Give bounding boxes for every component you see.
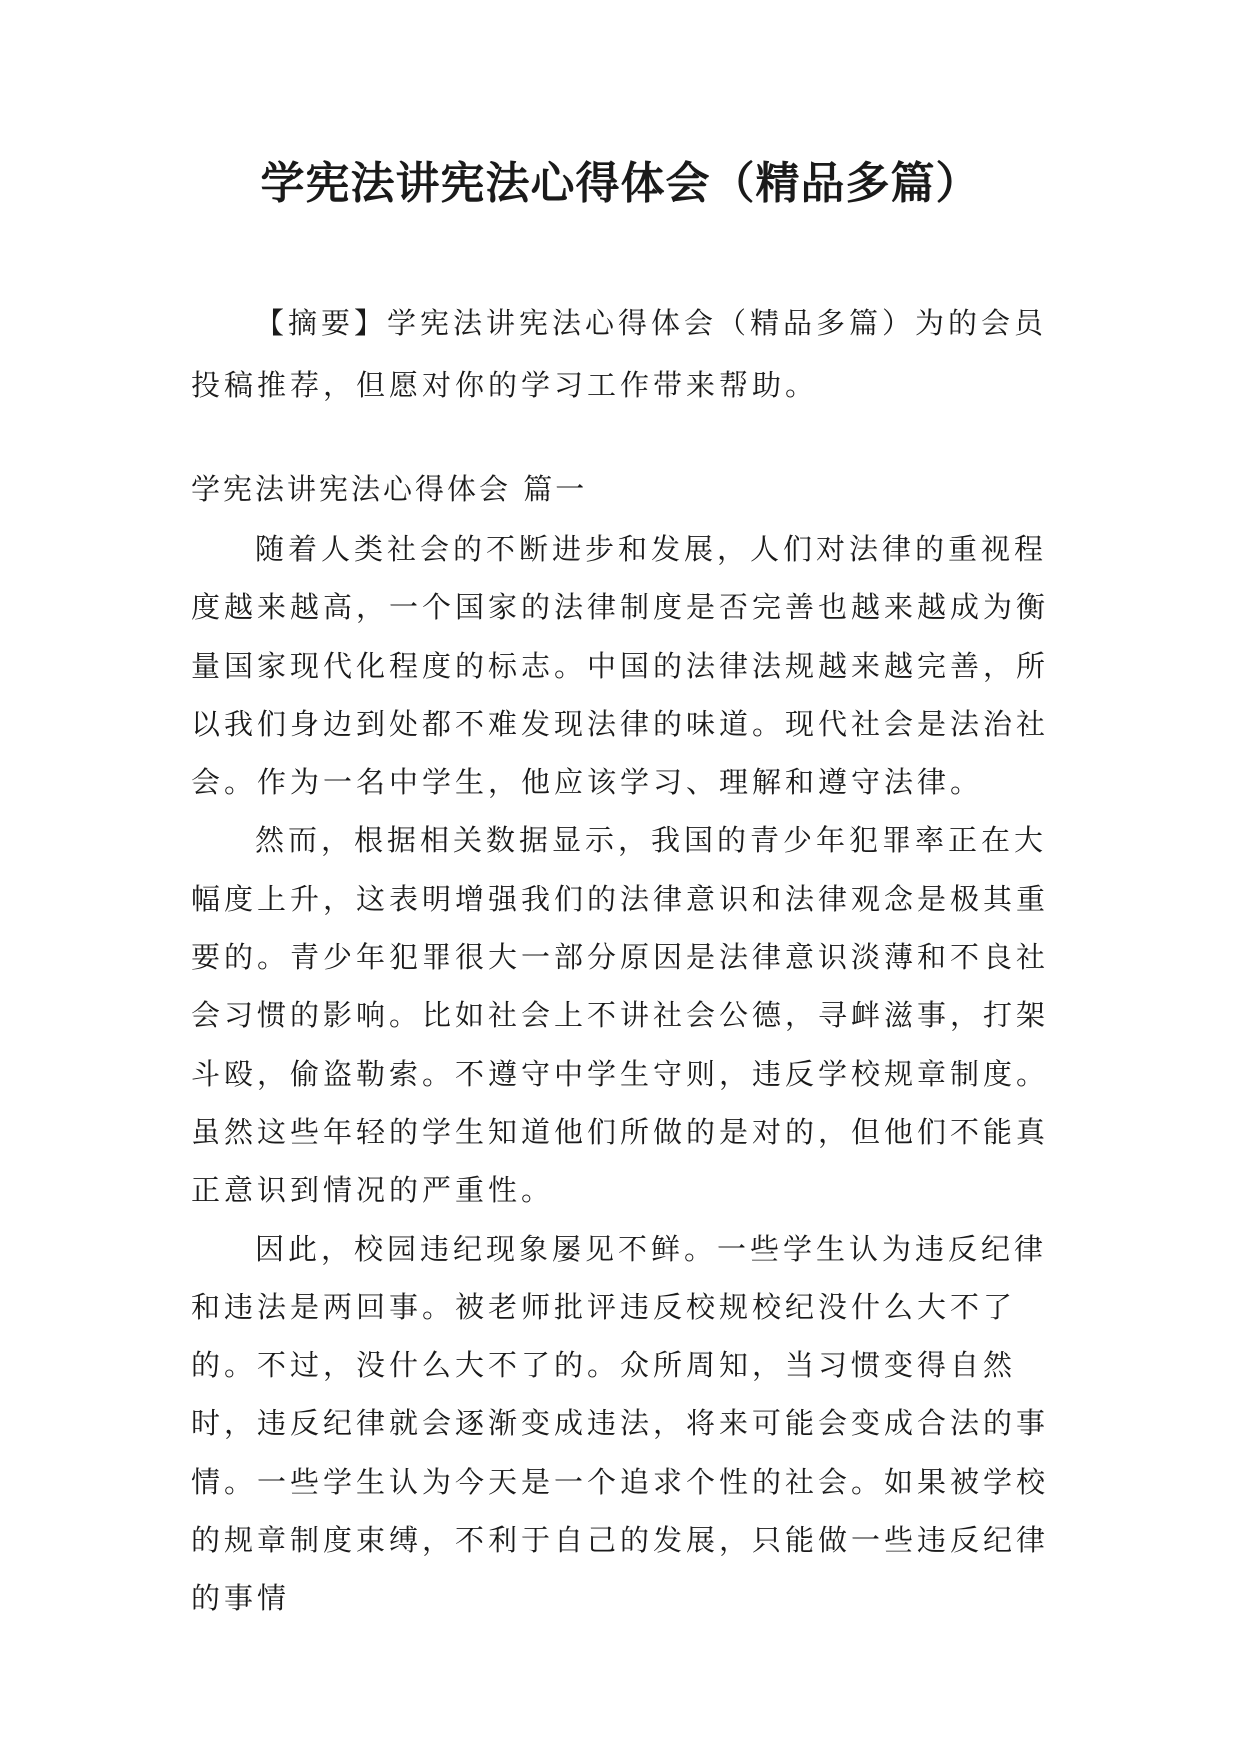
body-paragraph: 因此，校园违纪现象屡见不鲜。一些学生认为违反纪律和违法是两回事。被老师批评违反校规校纪没什么大不了的。不过，没什么大不了的。众所周知，当习惯变得自然时，违反纪律就会逐渐变成违法，将来可能会变成合法的事情。一些学生认为今天是一个追求个性的社会。如果被学校的规章制度束缚，不利于自己的发展，只能做一些违反纪律的事情 [191,1231,1050,1616]
section-heading: 学宪法讲宪法心得体会 篇一 [191,472,588,506]
body-paragraph: 随着人类社会的不断进步和发展，人们对法律的重视程度越来越高，一个国家的法律制度是否完善也越来越成为衡量国家现代化程度的标志。中国的法律法规越来越完善，所以我们身边到处都不难发现法律的味道。现代社会是法治社会。作为一名中学生，他应该学习、理解和遵守法律。 [191,532,1050,800]
body-paragraph: 然而，根据相关数据显示，我国的青少年犯罪率正在大幅度上升，这表明增强我们的法律意识和法律观念是极其重要的。青少年犯罪很大一部分原因是法律意识淡薄和不良社会习惯的影响。比如社会上不讲社会公德，寻衅滋事，打架斗殴，偷盗勒索。不遵守中学生守则，违反学校规章制度。虽然这些年轻的学生知道他们所做的是对的，但他们不能真正意识到情况的严重性。 [191,823,1050,1208]
abstract-block [191,292,1049,416]
section-body [191,520,1049,1628]
document-title: 学宪法讲宪法心得体会（精品多篇） [260,158,981,209]
abstract-text: 【摘要】学宪法讲宪法心得体会（精品多篇）为的会员投稿推荐，但愿对你的学习工作带来帮助。 [191,306,1048,402]
